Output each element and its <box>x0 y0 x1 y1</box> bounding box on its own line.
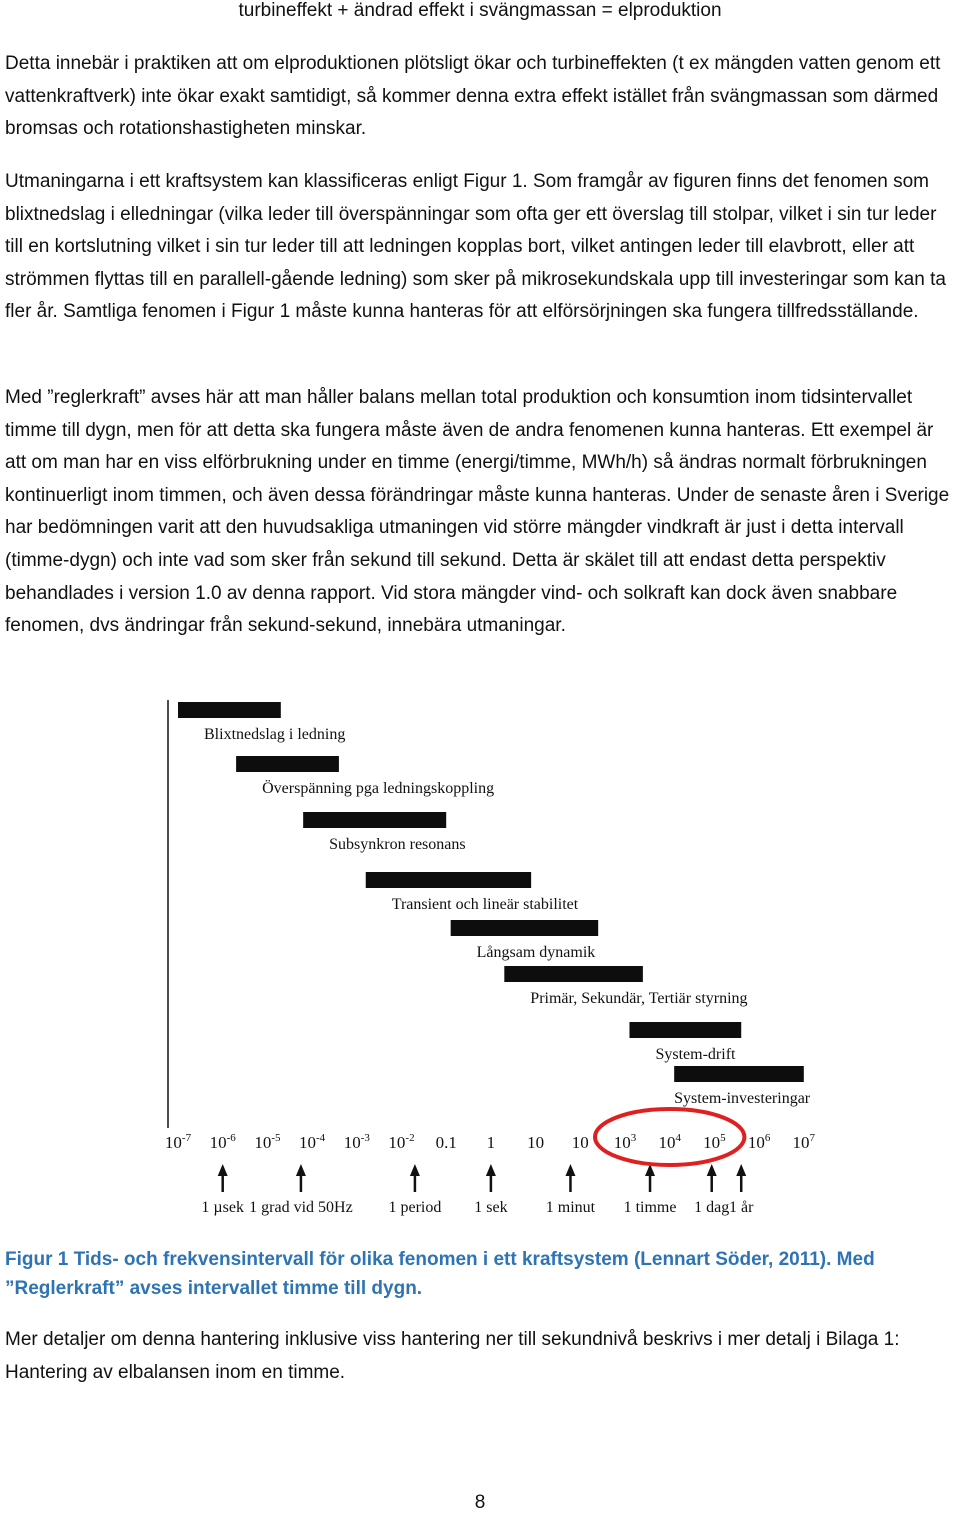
axis-tick-label: $10^5$ <box>703 1132 726 1152</box>
figure-caption: Figur 1 Tids- och frekvensintervall för olika fenomen i ett kraftsystem (Lennart Söder, 2011). Med ”Reglerkraft” avses intervallet timme till dygn. <box>5 1249 875 1299</box>
phenomenon-bar <box>674 1066 804 1082</box>
time-scale-figure <box>160 700 816 1230</box>
time-marker-arrowhead <box>486 1164 496 1176</box>
axis-tick-label: 10 <box>571 1133 589 1152</box>
time-marker-label: 1 grad vid 50Hz <box>249 1199 353 1216</box>
phenomenon-bar <box>451 920 599 936</box>
time-marker-arrowhead <box>410 1164 420 1176</box>
time-markers <box>201 1164 754 1216</box>
phenomenon-bar <box>366 872 531 888</box>
time-marker-label: 1 sek <box>474 1199 508 1216</box>
time-marker-label: 1 µsek <box>201 1199 244 1216</box>
time-marker-arrowhead <box>565 1164 575 1176</box>
axis-tick-label: $10^{-4}$ <box>299 1132 326 1152</box>
time-marker-label: 1 år <box>729 1199 754 1216</box>
phenomenon-bar <box>629 1022 741 1038</box>
axis-tick-label: 0.1 <box>435 1133 457 1152</box>
axis-tick-label: $10^{-5}$ <box>254 1132 281 1152</box>
axis-tick-label: $10^{-7}$ <box>164 1132 192 1152</box>
axis-tick-label: $10^{-6}$ <box>209 1132 236 1152</box>
axis-tick-label: 10 <box>527 1133 545 1152</box>
time-marker-label: 1 minut <box>545 1199 596 1216</box>
paragraph-detaljer: Mer detaljer om denna hantering inklusive viss hantering ner till sekundnivå beskrivs i mer detalj i Bilaga 1: Hantering av elbalansen inom en timme. <box>5 1329 900 1383</box>
phenomenon-label: Långsam dynamik <box>476 944 596 961</box>
paragraph-svangmassa: Detta innebär i praktiken att om elproduktionen plötsligt ökar och turbineffekten (t ex mängden vatten genom ett vattenkraftverk) inte ökar exakt samtidigt, så kommer denna extra effekt istället från svängmassan som därmed bromsas och rotationshastigheten minskar. <box>5 53 941 140</box>
phenomena-bars <box>178 702 811 1107</box>
frequency-axis-ticks <box>165 1132 816 1152</box>
page-number: 8 <box>474 1492 486 1513</box>
axis-tick-label: $10^3$ <box>613 1132 637 1152</box>
phenomenon-label: Subsynkron resonans <box>329 836 466 853</box>
axis-tick-label: $10^{-2}$ <box>388 1132 415 1152</box>
phenomenon-label: Transient och lineär stabilitet <box>391 896 579 913</box>
phenomenon-label: System-drift <box>655 1046 736 1063</box>
time-marker-arrowhead <box>707 1164 717 1176</box>
axis-tick-label: 1 <box>486 1133 496 1152</box>
phenomenon-label: Primär, Sekundär, Tertiär styrning <box>530 990 748 1007</box>
header-equation: turbineffekt + ändrad effekt i svängmassan = elproduktion <box>238 0 722 21</box>
time-marker-label: 1 period <box>388 1199 442 1216</box>
axis-tick-label: $10^7$ <box>792 1132 816 1152</box>
phenomenon-label: Överspänning pga ledningskoppling <box>262 780 495 797</box>
phenomenon-label: Blixtnedslag i ledning <box>204 726 346 743</box>
phenomenon-bar <box>504 966 643 982</box>
axis-tick-label: $10^6$ <box>747 1132 771 1152</box>
axis-tick-label: $10^4$ <box>658 1132 681 1152</box>
phenomenon-bar <box>303 812 446 828</box>
time-marker-arrowhead <box>296 1164 306 1176</box>
time-marker-arrowhead <box>218 1164 228 1176</box>
phenomenon-bar <box>178 702 281 718</box>
phenomenon-label: System-investeringar <box>674 1090 811 1107</box>
phenomenon-bar <box>236 756 339 772</box>
time-marker-arrowhead <box>736 1164 746 1176</box>
paragraph-reglerkraft: Med ”reglerkraft” avses här att man håller balans mellan total produktion och konsumtion inom tidsintervallet timme till dygn, men för att detta ska fungera måste även de andra fenomenen kunna hanteras. Ett exempel är att om man har en viss elförbrukning under en timme (energi/timme, MWh/h) så ändras normalt förbrukningen kontinuerligt inom timmen, och även dessa förändringar måste kunna hanteras. Under de senaste åren i Sverige har bedömningen varit att den huvudsakliga utmaningen vid större mängder vindkraft är just i detta intervall (timme-dygn) och inte vad som sker från sekund till sekund. Detta är skälet till att endast detta perspektiv behandlades i version 1.0 av denna rapport. Vid stora mängder vind- och solkraft kan dock även snabbare fenomen, dvs ändringar från sekund-sekund, innebära utmaningar. <box>5 387 950 637</box>
time-marker-label: 1 dag <box>694 1199 730 1216</box>
paragraph-utmaningar: Utmaningarna i ett kraftsystem kan klassificeras enligt Figur 1. Som framgår av figuren finns det fenomen som blixtnedslag i elledningar (vilka leder till överspänningar som ofta ger ett överslag till stolpar, vilket i sin tur leder till en kortslutning vilket i sin tur leder till att ledningen kopplas bort, vilket antingen leder till elavbrott, eller att strömmen flyttas till en parallell-gående ledning) som sker på mikrosekundskala upp till investeringar som kan ta fler år. Samtliga fenomen i Figur 1 måste kunna hanteras för att elförsörjningen ska fungera tillfredsställande. <box>5 171 946 323</box>
axis-tick-label: $10^{-3}$ <box>343 1132 370 1152</box>
time-marker-label: 1 timme <box>623 1199 677 1216</box>
